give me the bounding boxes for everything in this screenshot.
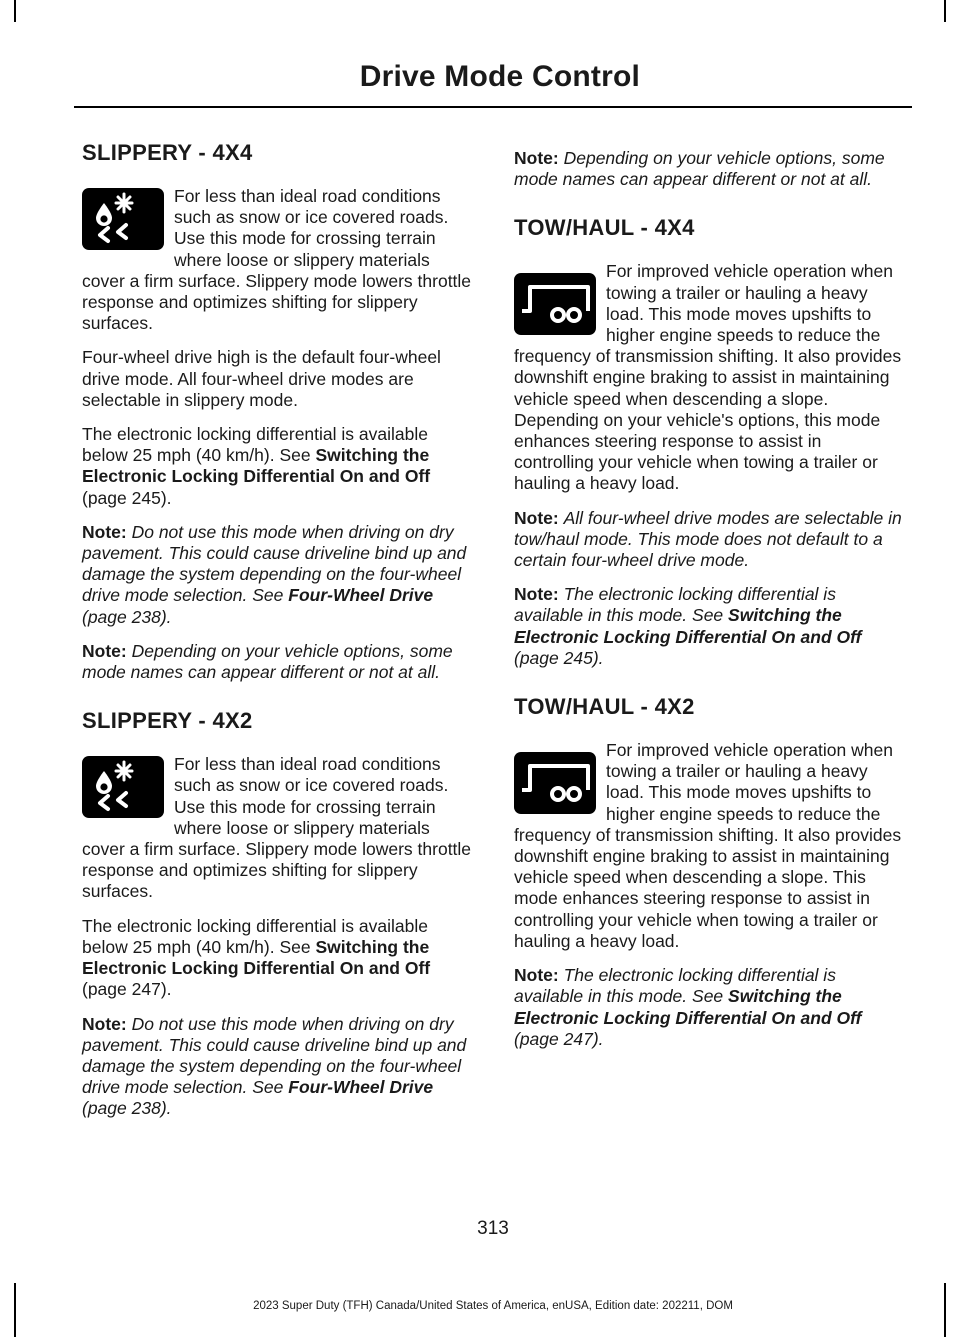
note-label: Note:	[514, 965, 559, 986]
section-slippery-4x4	[82, 186, 474, 347]
paragraph: Four-wheel drive high is the default four-wheel drive mode. All four-wheel drive modes are selectable in slippery mode.	[82, 347, 441, 410]
note-text: Depending on your vehicle options, some mode names can appear different or not at all.	[514, 148, 885, 190]
section-heading-tow-haul-4x2: TOW/HAUL - 4X2	[514, 694, 695, 720]
section-heading-slippery-4x2: SLIPPERY - 4X2	[82, 708, 253, 734]
cross-reference[interactable]: Four-Wheel Drive	[288, 585, 434, 606]
note-text: The electronic locking differential is available in this mode. See	[514, 584, 836, 626]
page-reference: (page 247).	[514, 1028, 604, 1049]
paragraph-text: The electronic locking differential is available below 25 mph (40 km/h). See	[82, 915, 428, 957]
section-tow-haul-4x2	[514, 740, 906, 965]
section-heading-tow-haul-4x4: TOW/HAUL - 4X4	[514, 215, 695, 241]
page-number: 313	[477, 1218, 509, 1239]
note-text: Do not use this mode when driving on dry pavement. This could cause driveline bind up and damage the system depending on the four-wheel drive mode selection. See	[82, 1013, 467, 1098]
cross-reference[interactable]: Switching the Electronic Locking Differential On and Off	[514, 605, 862, 647]
paragraph: For less than ideal road conditions such as snow or ice covered roads. Use this mode for crossing terrain where loose or slippery materials cover a firm surface. Slippery mode lowers throttle response and optimizes shifting for slippery surfaces.	[82, 186, 472, 334]
crop-mark-top-left	[14, 0, 16, 22]
tow-haul-icon	[514, 752, 596, 814]
paragraph: For improved vehicle operation when towing a trailer or hauling a heavy load. This mode moves upshifts to higher engine speeds to reduce the frequency of transmission shifting. It also provides downshift engine braking to assist in maintaining vehicle speed when descending a slope. Depending on your vehicle's options, this mode enhances steering response to assist in controlling your vehicle when towing a trailer or hauling a heavy load.	[514, 261, 902, 494]
cross-reference[interactable]: Switching the Electronic Locking Differential On and Off	[514, 986, 862, 1028]
slippery-icon	[82, 756, 164, 818]
cross-reference[interactable]: Switching the Electronic Locking Differential On and Off	[82, 936, 431, 979]
note	[514, 148, 906, 190]
cross-reference[interactable]: Four-Wheel Drive	[288, 1077, 434, 1098]
section-slippery-4x2	[82, 754, 474, 915]
header-rule	[74, 106, 912, 108]
paragraph	[82, 424, 474, 509]
cross-reference[interactable]: Switching the Electronic Locking Differential On and Off	[82, 445, 431, 487]
note	[514, 584, 906, 669]
note-label: Note:	[514, 148, 559, 168]
slippery-icon	[82, 188, 164, 250]
paragraph: For improved vehicle operation when towing a trailer or hauling a heavy load. This mode moves upshifts to higher engine speeds to reduce the frequency of transmission shifting. It also provides downshift engine braking to assist in maintaining vehicle speed when descending a slope. This mode enhances steering response to assist in controlling your vehicle when towing a trailer or hauling a heavy load.	[514, 740, 902, 951]
note-text: Depending on your vehicle options, some mode names can appear different or not at all.	[82, 640, 453, 683]
section-heading-slippery-4x4: SLIPPERY - 4X4	[82, 140, 253, 165]
note	[514, 508, 906, 572]
footer-text: 2023 Super Duty (TFH) Canada/United States of America, enUSA, Edition date: 202211, DOM	[253, 1300, 733, 1312]
crop-mark-top-right	[944, 0, 946, 22]
page-title: Drive Mode Control	[359, 60, 640, 93]
paragraph: For less than ideal road conditions such as snow or ice covered roads. Use this mode for crossing terrain where loose or slippery materials cover a firm surface. Slippery mode lowers throttle response and optimizes shifting for slippery surfaces.	[82, 754, 472, 902]
note-label: Note:	[82, 640, 127, 661]
page-reference: (page 238).	[82, 1098, 172, 1119]
note-label: Note:	[82, 1013, 127, 1034]
note-text: Do not use this mode when driving on dry pavement. This could cause driveline bind up and damage the system depending on the four-wheel drive mode selection. See	[82, 521, 467, 606]
tow-haul-icon	[514, 273, 596, 335]
page-reference: (page 245).	[82, 487, 172, 508]
note	[82, 641, 474, 683]
note-text: The electronic locking differential is available in this mode. See	[514, 965, 836, 1007]
note-label: Note:	[514, 507, 559, 528]
right-column	[514, 148, 906, 1063]
left-column	[82, 140, 474, 1133]
note	[82, 1014, 474, 1120]
page-reference: (page 238).	[82, 606, 172, 627]
note-label: Note:	[514, 584, 559, 605]
page-reference: (page 245).	[514, 647, 604, 668]
note	[514, 965, 906, 1050]
note	[82, 522, 474, 628]
page-reference: (page 247).	[82, 979, 172, 1000]
section-tow-haul-4x4	[514, 261, 906, 507]
note-text: All four-wheel drive modes are selectable in tow/haul mode. This mode does not default to a certain four-wheel drive mode.	[514, 507, 902, 571]
paragraph	[82, 916, 474, 1001]
note-label: Note:	[82, 521, 127, 542]
paragraph-text: The electronic locking differential is available below 25 mph (40 km/h). See	[82, 424, 428, 466]
